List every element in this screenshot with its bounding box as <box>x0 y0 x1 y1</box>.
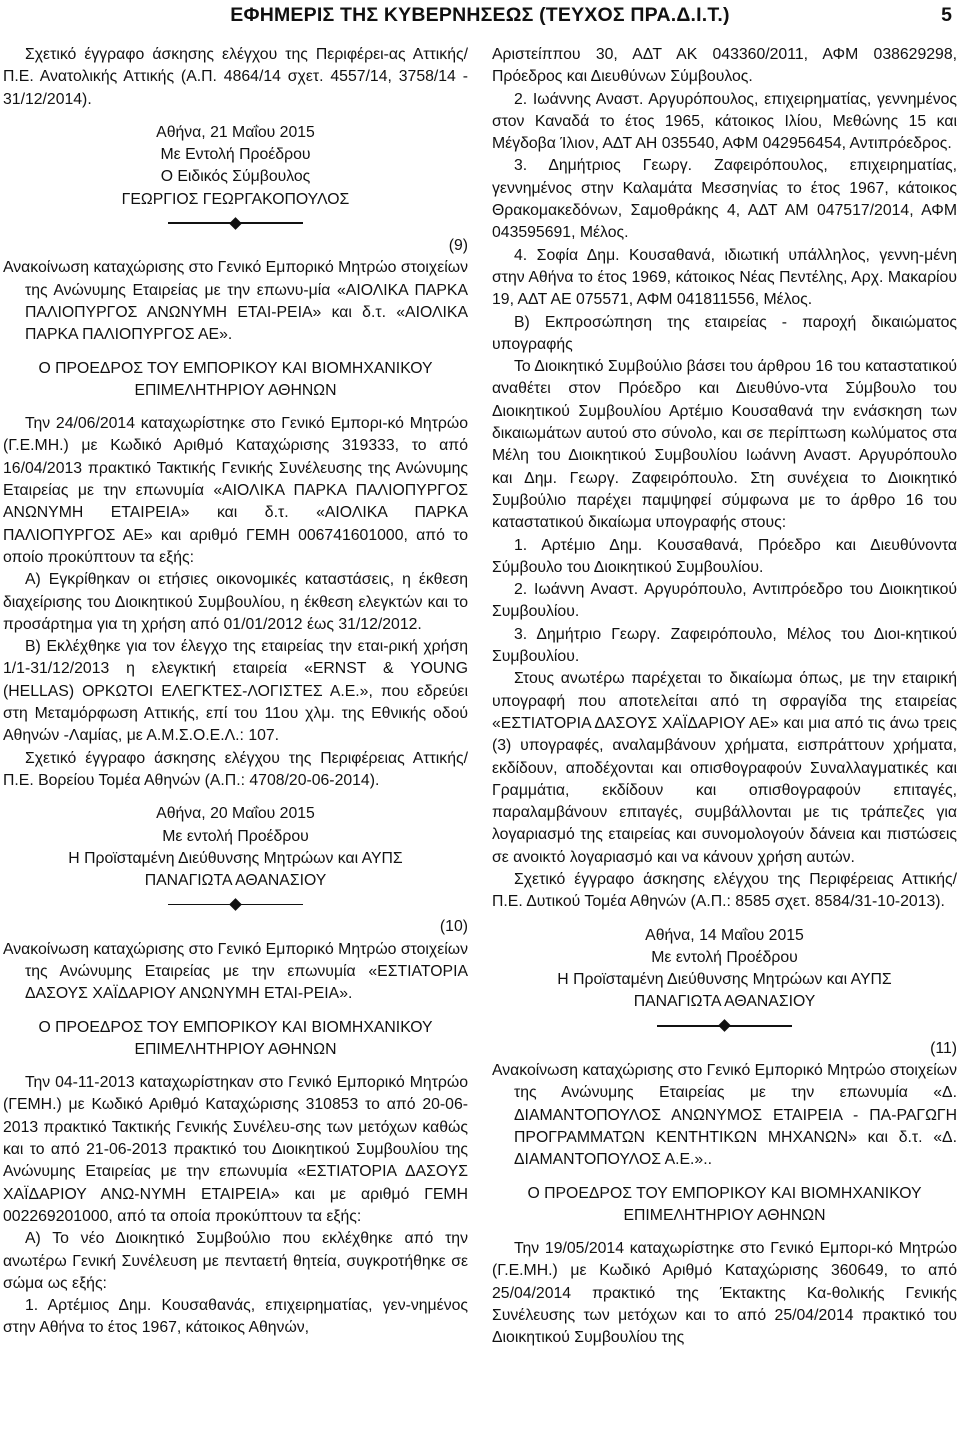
signature-place-date: Αθήνα, 20 Μαΐου 2015 <box>156 805 315 823</box>
announcement-number: (11) <box>930 1039 957 1057</box>
announcement-title: Ανακοίνωση καταχώρισης στο Γενικό Εμπορικό Μητρώο στοιχείων της Ανώνυμης Εταιρείας με την επωνυ-μία «ΑΙΟΛΙΚΑ ΠΑΡΚΑ ΠΑΛΙΟΠΥΡΓΟΣ ΑΝΩΝΥΜΗ ΕΤΑΙ-ΡΕΙΑ» και δ.τ. «ΑΙΟΛΙΚΑ ΠΑΡΚΑ ΠΑΛΙΟΠΥΡΓΟΣ ΑΕ». <box>3 259 468 344</box>
page-header <box>0 0 960 36</box>
announcement-title: Ανακοίνωση καταχώρισης στο Γενικό Εμπορικό Μητρώο στοιχείων της Ανώνυμης Εταιρείας με την επωνυμία «ΕΣΤΙΑΤΟΡΙΑ ΔΑΣΟΥΣ ΧΑΪΔΑΡΙΟΥ ΑΝΩΝΥΜΗ ΕΤΑΙ-ΡΕΙΑ». <box>3 940 468 1003</box>
diamond-ornament-icon <box>718 1019 731 1032</box>
chamber-name-heading: ΕΠΙΜΕΛΗΤΗΡΙΟΥ ΑΘΗΝΩΝ <box>623 1206 826 1224</box>
signature-place-date: Αθήνα, 21 Μαΐου 2015 <box>156 123 315 141</box>
reference-text: Σχετικό έγγραφο άσκησης ελέγχου της Περιφέρειας Αττικής/Π.Ε. Βορείου Τομέα Αθηνών (Α.Π.: 4708/20-06-2014). <box>3 749 468 789</box>
chamber-president-heading: Ο ΠΡΟΕΔΡΟΣ ΤΟΥ ΕΜΠΟΡΙΚΟΥ ΚΑΙ ΒΙΟΜΗΧΑΝΙΚΟΥ <box>38 359 433 377</box>
announcement-item-b: Β) Εκπροσώπηση της εταιρείας - παροχή δικαιώματος υπογραφής <box>492 313 957 353</box>
signature-mandate: Με Εντολή Προέδρου <box>160 146 311 164</box>
board-member-entry: Αριστείππου 30, ΑΔΤ ΑΚ 043360/2011, ΑΦΜ 038629298, Πρόεδρος και Διευθύνων Σύμβουλος. <box>492 46 957 86</box>
announcement-title: Ανακοίνωση καταχώρισης στο Γενικό Εμπορικό Μητρώο στοιχείων της Ανώνυμης Εταιρείας με την επωνυμία «Δ. ΔΙΑΜΑΝΤΟΠΟΥΛΟΣ ΑΝΩΝΥΜΟΣ ΕΤΑΙΡΕΙΑ - ΠΑ-ΡΑΓΩΓΗ ΠΡΟΓΡΑΜΜΑΤΩΝ ΚΕΝΤΗΤΙΚΩΝ ΜΗΧΑΝΩΝ» και δ.τ. «Δ. ΔΙΑΜΑΝΤΟΠΟΥΛΟΣ Α.Ε.».. <box>492 1062 957 1169</box>
signature-role: Η Προϊσταμένη Διεύθυνσης Μητρώων και ΑΥΠΣ <box>68 849 403 867</box>
signature-mandate: Με εντολή Προέδρου <box>651 948 798 966</box>
announcement-item-a: Α) Εγκρίθηκαν οι ετήσιες οικονομικές καταστάσεις, η έκθεση διαχείρισης του Διοικητικού Συμβουλίου, η έκθεση ελεγκτών και το προσάρτημα για τη χρήση από 01/01/2012 έως 31/12/2012. <box>3 571 468 633</box>
board-resolution-text: Το Διοικητικό Συμβούλιο βάσει του άρθρου 16 του καταστατικού αναθέτει στον Πρόεδρο και Διευθύνο-ντα Σύμβουλο του Διοικητικού Συμβουλίου Αρτέμιο Κουσαθανά την ενάσκηση των δικαιωμάτων αυτού στο σύνολο, και σε περίπτωση κωλύματος στα Μέλη του Διοικητικού Συμβουλίου Ιωάννη Αναστ. Αργυρόπουλο και Δημ. Γεωργ. Ζαφειρόπουλο. Στη συνέχεια το Διοικητικό Συμβούλιο παρέχει παμψηφεί σύμφωνα με το άρθρο 16 του καταστατικού δικαίωμα υπογραφής στους: <box>492 358 957 532</box>
section-separator <box>3 211 468 235</box>
board-member-entry: 4. Σοφία Δημ. Κουσαθανά, ιδιωτική υπάλληλος, γεννη-μένη στην Αθήνα το έτος 1969, κάτοικος Νέας Πεντέλης, Αρχ. Μακαρίου 19, ΑΔΤ ΑΕ 075571, ΑΦΜ 041811556, Μέλος. <box>492 246 957 309</box>
chamber-president-heading: Ο ΠΡΟΕΔΡΟΣ ΤΟΥ ΕΜΠΟΡΙΚΟΥ ΚΑΙ ΒΙΟΜΗΧΑΝΙΚΟΥ <box>38 1018 433 1036</box>
signature-name: ΠΑΝΑΓΙΩΤΑ ΑΘΑΝΑΣΙΟΥ <box>144 872 327 890</box>
board-member-entry: 1. Αρτέμιος Δημ. Κουσαθανάς, επιχειρηματίας, γεν-νημένος στην Αθήνα το έτος 1967, κάτοικος Αθηνών, <box>3 1297 468 1337</box>
diamond-ornament-icon <box>229 217 242 230</box>
left-column <box>3 44 468 1340</box>
signature-mandate: Με εντολή Προέδρου <box>162 827 309 845</box>
announcement-item-b: Β) Εκλέχθηκε για τον έλεγχο της εταιρείας την εται-ρική χρήση 1/1-31/12/2013 η ελεγκτική εταιρεία «ERNST & YOUNG (HELLAS) ΟΡΚΩΤΟΙ ΕΛΕΓΚΤΕΣ-ΛΟΓΙΣΤΕΣ Α.Ε.», που εδρεύει στη Μεταμόρφωση Αττικής, επί του 11ου χλμ. της Εθνικής οδού Αθηνών -Λαμίας, με Α.Μ.Σ.Ο.Ε.Λ.: 107. <box>3 638 468 745</box>
announcement-body: Την 24/06/2014 καταχωρίστηκε στο Γενικό Εμπορι-κό Μητρώο (Γ.Ε.ΜΗ.) με Κωδικό Αριθμό Καταχώρισης 319333, το από 16/04/2013 πρακτικό Τακτικής Γενικής Συνέλευσης της Ανώνυμης Εταιρείας με την επωνυμία «ΑΙΟΛΙΚΑ ΠΑΡΚΑ ΠΑΛΙΟΠΥΡΓΟΣ ΑΝΩΝΥΜΗ ΕΤΑΙΡΕΙΑ» και δ.τ. «ΑΙΟΛΙΚΑ ΠΑΡΚΑ ΠΑΛΙΟΠΥΡΓΟΣ ΑΕ» και αριθμό ΓΕΜΗ 006741601000, από το οποίο προκύπτουν τα εξής: <box>3 415 468 566</box>
reference-text: Σχετικό έγγραφο άσκησης ελέγχου της Περιφέρειας Αττικής/Π.Ε. Δυτικού Τομέα Αθηνών (Α.Π.: 8585 σχετ. 8584/31-10-2013). <box>492 870 957 911</box>
announcement-body: Την 04-11-2013 καταχωρίστηκαν στο Γενικό Εμπορικό Μητρώο (ΓΕΜΗ.) με Κωδικό Αριθμό Καταχώρισης 310853 το από 20-06-2013 πρακτικό Τακτικής Γενικής Συνέλευ-σης των μετόχων καθώς και το από 21-06-2013 πρακτικό του Διοικητικού Συμβουλίου της Ανώνυμης Εταιρείας με την επωνυμία «ΕΣΤΙΑΤΟΡΙΑ ΔΑΣΟΥΣ ΧΑΪΔΑΡΙΟΥ ΑΝΩ-ΝΥΜΗ ΕΤΑΙΡΕΙΑ» και με αριθμό ΓΕΜΗ 002269201000, από τα οποία προκύπτουν τα εξής: <box>3 1074 468 1225</box>
page-number: 5 <box>941 4 952 26</box>
gazette-title: ΕΦΗΜΕΡΙΣ ΤΗΣ ΚΥΒΕΡΝΗΣΕΩΣ (ΤΕΥΧΟΣ ΠΡΑ.Δ.Ι.Τ.) <box>230 4 730 26</box>
signatory-entry: 1. Αρτέμιο Δημ. Κουσαθανά, Πρόεδρο και Διευθύνοντα Σύμβουλο του Διοικητικού Συμβουλίου. <box>492 536 957 576</box>
chamber-president-heading: Ο ΠΡΟΕΔΡΟΣ ΤΟΥ ΕΜΠΟΡΙΚΟΥ ΚΑΙ ΒΙΟΜΗΧΑΝΙΚΟΥ <box>527 1184 922 1202</box>
board-member-entry: 3. Δημήτριος Γεωργ. Ζαφειρόπουλος, επιχειρηματίας, γεννημένος στην Καλαμάτα Μεσσηνίας το έτος 1967, κάτοικος Θρακομακεδόνων, Σαμοθράκης 4, ΑΔΤ ΑΜ 047517/2014, ΑΦΜ 043595691, Μέλος. <box>492 157 957 242</box>
signature-place-date: Αθήνα, 14 Μαΐου 2015 <box>645 926 804 944</box>
reference-text: Σχετικό έγγραφο άσκησης ελέγχου της Περιφέρει-ας Αττικής/Π.Ε. Ανατολικής Αττικής (Α.Π. 4864/14 σχετ. 4557/14, 3758/14 - 31/12/2014). <box>3 46 468 108</box>
board-member-entry: 2. Ιωάννης Αναστ. Αργυρόπουλος, επιχειρηματίας, γεννημένος στον Καναδά το έτος 1965, κάτοικος Ιλίου, Μεθώνης 15 και Μέγδοβα Ίλιον, ΑΔΤ ΑΗ 035540, ΑΦΜ 042956454, Αντιπρόεδρος. <box>492 90 957 153</box>
chamber-name-heading: ΕΠΙΜΕΛΗΤΗΡΙΟΥ ΑΘΗΝΩΝ <box>134 381 337 399</box>
announcement-item-a: Α) Το νέο Διοικητικό Συμβούλιο που εκλέχθηκε από την ανωτέρω Γενική Συνέλευση με πενταετή θητεία, συγκροτήθηκε σε σώμα ως εξής: <box>3 1230 468 1292</box>
signing-authority-text: Στους ανωτέρω παρέχεται το δικαίωμα όπως, με την εταιρική υπογραφή που αποτελείται από τη σφραγίδα της εταιρείας «ΕΣΤΙΑΤΟΡΙΑ ΔΑΣΟΥΣ ΧΑΪΔΑΡΙΟΥ ΑΕ» και μια από τις άνω τρεις (3) υπογραφές, αναλαμβάνουν χρήματα, εισπράττουν χρήματα, εκδίδουν, αποδέχονται και οπισθογραφούν Συναλλαγματικές και Γραμμάτια, εκδίδουν και οπισθογραφούν επιταγές, παραλαμβάνουν επιταγές, συμβάλλονται με τις τράπεζες για λογαριασμό της εταιρείας και συνομολογούν δάνεια και πιστώσεις σε ανοικτό λογαριασμό και να κάνουν χρήση αυτών. <box>492 670 957 866</box>
announcement-number: (9) <box>448 237 468 255</box>
section-separator <box>492 1014 957 1038</box>
announcement-body: Την 19/05/2014 καταχωρίστηκε στο Γενικό Εμπορι-κό Μητρώο (Γ.Ε.ΜΗ.) με Κωδικό Αριθμό Καταχώρισης 360649, το από 25/04/2014 πρακτικό της Έκτακτης Κα-θολικής Γενικής Συνέλευσης των μετόχων και το από 25/04/2014 πρακτικό του Διοικητικού Συμβουλίου της <box>492 1240 957 1347</box>
section-separator <box>3 892 468 916</box>
signature-name: ΠΑΝΑΓΙΩΤΑ ΑΘΑΝΑΣΙΟΥ <box>633 993 816 1011</box>
signature-role: Ο Ειδικός Σύμβουλος <box>160 168 311 186</box>
signature-name: ΓΕΩΡΓΙΟΣ ΓΕΩΡΓΑΚΟΠΟΥΛΟΣ <box>121 190 350 208</box>
chamber-name-heading: ΕΠΙΜΕΛΗΤΗΡΙΟΥ ΑΘΗΝΩΝ <box>134 1040 337 1058</box>
diamond-ornament-icon <box>229 898 242 911</box>
right-column <box>492 44 957 1350</box>
signatory-entry: 3. Δημήτριο Γεωργ. Ζαφειρόπουλο, Μέλος του Διοι-κητικού Συμβουλίου. <box>492 625 957 666</box>
signature-role: Η Προϊσταμένη Διεύθυνσης Μητρώων και ΑΥΠΣ <box>557 971 892 989</box>
signatory-entry: 2. Ιωάννη Αναστ. Αργυρόπουλο, Αντιπρόεδρο του Διοικητικού Συμβουλίου. <box>492 581 957 621</box>
announcement-number: (10) <box>439 918 468 936</box>
